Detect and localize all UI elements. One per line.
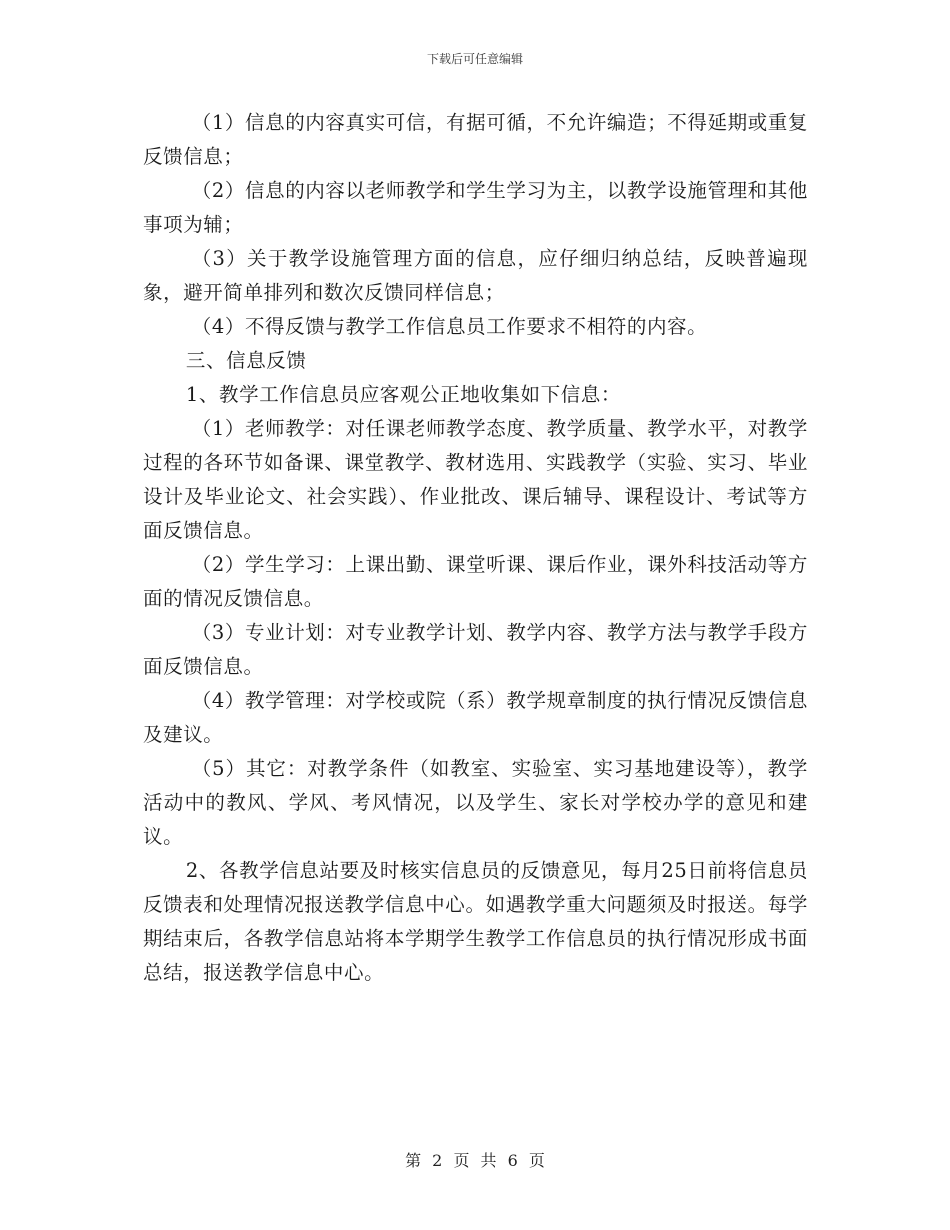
page-header: 下载后可任意编辑	[426, 52, 523, 66]
paragraph-info-station: 2、各教学信息站要及时核实信息员的反馈意见，每月25日前将信息员反馈表和处理情况报送教学信息中心。如遇教学重大问题须及时报送。每学期结束后，各教学信息站将本学期学生教学工作信息员的执行情况形成书面总结，报送教学信息中心。	[143, 859, 808, 984]
paragraph-info-truthful: （1）信息的内容真实可信，有据可循，不允许编造；不得延期或重复反馈信息；	[143, 111, 808, 168]
paragraph-major-plan: （3）专业计划：对专业教学计划、教学内容、教学方法与教学手段方面反馈信息。	[143, 621, 808, 678]
document-body	[143, 106, 808, 990]
paragraph-teaching-management: （4）教学管理：对学校或院（系）教学规章制度的执行情况反馈信息及建议。	[143, 689, 808, 746]
paragraph-info-content-focus: （2）信息的内容以老师教学和学生学习为主，以教学设施管理和其他事项为辅；	[143, 179, 808, 236]
paragraph-other: （5）其它：对教学条件（如教室、实验室、实习基地建设等），教学活动中的教风、学风、考风情况，以及学生、家长对学校办学的意见和建议。	[143, 757, 808, 848]
paragraph-student-learning: （2）学生学习：上课出勤、课堂听课、课后作业，课外科技活动等方面的情况反馈信息。	[143, 553, 808, 610]
page-number: 第 2 页 共 6 页	[405, 1151, 545, 1170]
paragraph-no-irrelevant: （4）不得反馈与教学工作信息员工作要求不相符的内容。	[191, 315, 708, 338]
section-heading-feedback: 三、信息反馈	[185, 349, 307, 372]
paragraph-teacher-teaching: （1）老师教学：对任课老师教学态度、教学质量、教学水平，对教学过程的各环节如备课、课堂教学、教材选用、实践教学（实验、实习、毕业设计及毕业论文、社会实践）、作业批改、课后辅导、课程设计、考试等方面反馈信息。	[143, 417, 808, 542]
paragraph-facility-info: （3）关于教学设施管理方面的信息，应仔细归纳总结，反映普遍现象，避开简单排列和数次反馈同样信息；	[143, 247, 808, 304]
paragraph-collect-info: 1、教学工作信息员应客观公正地收集如下信息：	[185, 383, 621, 406]
